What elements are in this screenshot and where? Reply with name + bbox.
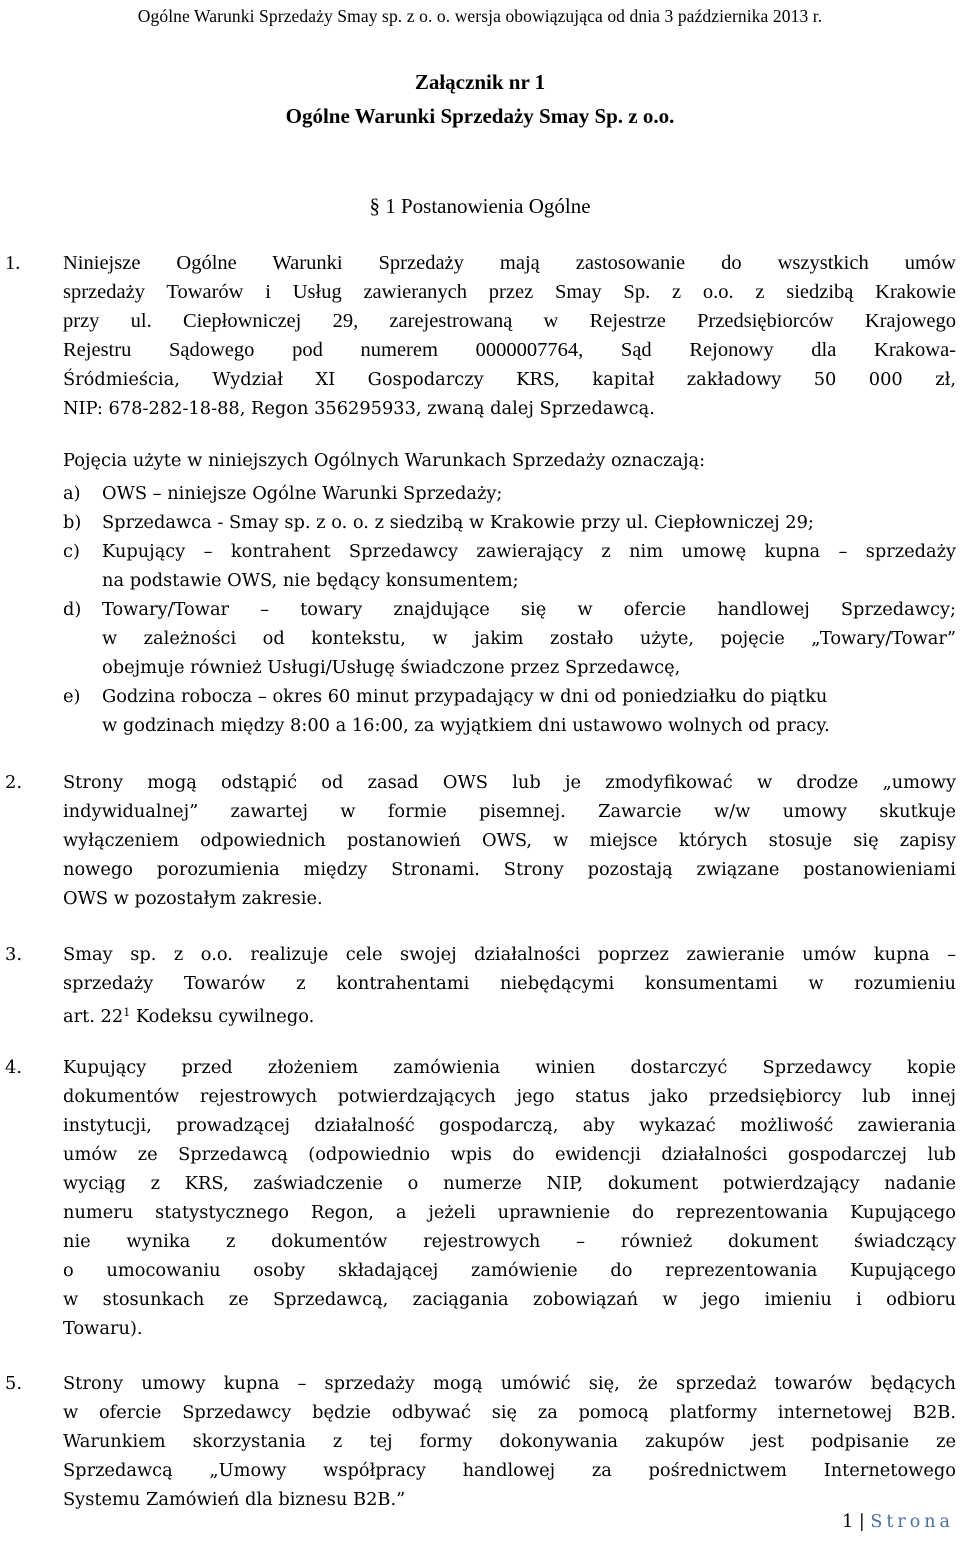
clause-line: Systemu Zamówień dla biznesu B2B.” [63,1489,406,1510]
clause-line: w ofercie Sprzedawcy będzie odbywać się za pomocą platformy internetowej B2B. [63,1402,956,1423]
running-header: Ogólne Warunki Sprzedaży Smay sp. z o. o. wersja obowiązująca od dnia 3 października 2013 r. [137,6,823,26]
clause-line: Sprzedawcą „Umowy współpracy handlowej za pośrednictwem Internetowego [63,1460,956,1481]
definition-label: a) [63,483,81,504]
document-title-line1: Załącznik nr 1 [414,70,546,94]
clause-line: Strony mogą odstąpić od zasad OWS lub je zmodyfikować w drodze „umowy [63,772,956,793]
definition-text: Godzina robocza – okres 60 minut przypadający w dni od poniedziałku do piątku [102,686,828,707]
clause-line: Smay sp. z o.o. realizuje cele swojej działalności poprzez zawieranie umów kupna – [63,944,956,965]
clause-line [63,998,956,1031]
superscript: 1 [123,1006,131,1019]
definition-text: Kupujący – kontrahent Sprzedawcy zawierający z nim umowę kupna – sprzedaży [102,541,956,562]
clause-number: 5. [5,1373,22,1394]
clause-line: Kupujący przed złożeniem zamówienia winien dostarczyć Sprzedawcy kopie [63,1057,956,1078]
clause-line: o umocowaniu osoby składającej zamówienie do reprezentowania Kupującego [63,1260,956,1281]
definition-label: c) [63,541,80,562]
clause-text: Kodeksu cywilnego. [130,1006,315,1027]
clause-body [63,940,956,1031]
clause-line: Śródmieścia, Wydział XI Gospodarczy KRS, kapitał zakładowy 50 000 zł, [63,369,956,390]
clause-text: art. 22 [63,1006,124,1027]
definition-text: obejmuje również Usługi/Usługę świadczone przez Sprzedawcę, [102,657,681,678]
clause-number: 2. [5,772,22,793]
clause-body [63,1369,956,1514]
definition-label: d) [63,599,82,620]
clause-line: przy ul. Ciepłowniczej 29, zarejestrowaną w Rejestrze Przedsiębiorców Krajowego [63,310,956,332]
clause-line: dokumentów rejestrowych potwierdzających jego status jako przedsiębiorcy lub innej [63,1086,956,1107]
clause-line: OWS w pozostałym zakresie. [63,888,323,909]
clause-body [63,768,956,913]
clause-line: Niniejsze Ogólne Warunki Sprzedaży mają zastosowanie do wszystkich umów [63,252,956,274]
clause-line: umów ze Sprzedawcą (odpowiednio wpis do ewidencji działalności gospodarczej lub [63,1144,956,1165]
clause-line: wyłączeniem odpowiednich postanowień OWS, w miejsce których stosuje się zapisy [63,830,956,851]
clause-line: instytucji, prowadzącej działalność gospodarczą, aby wykazać możliwość zawierania [63,1115,956,1136]
clause-line: nie wynika z dokumentów rejestrowych – również dokument świadczący [63,1231,956,1252]
clause-line: Rejestru Sądowego pod numerem 0000007764, Sąd Rejonowy dla Krakowa- [63,339,956,361]
definition-label: e) [63,686,81,707]
clause-line: sprzedaży Towarów i Usług zawieranych przez Smay Sp. z o.o. z siedzibą Krakowie [63,281,956,303]
definition-text: Sprzedawca - Smay sp. z o. o. z siedzibą w Krakowie przy ul. Ciepłowniczej 29; [102,512,814,533]
clause-line: Strony umowy kupna – sprzedaży mogą umówić się, że sprzedaż towarów będących [63,1373,956,1394]
footer-separator: | [858,1512,865,1532]
clause-line: Warunkiem skorzystania z tej formy dokonywania zakupów jest podpisanie ze [63,1431,956,1452]
clause-body [63,249,956,423]
clause-body [63,1053,956,1343]
clause-number: 1. [5,252,21,274]
page-number: 1 [842,1512,854,1532]
definition-text: na podstawie OWS, nie będący konsumentem; [102,570,519,591]
clause-line: numeru statystycznego Regon, a jeżeli uprawnienie do reprezentowania Kupującego [63,1202,956,1223]
clause-line: Towaru). [63,1318,143,1339]
definition-text: w zależności od kontekstu, w jakim zostało użyte, pojęcie „Towary/Towar” [102,628,956,649]
clause-line: w stosunkach ze Sprzedawcą, zaciągania zobowiązań w jego imieniu i odbioru [63,1289,956,1310]
page-footer [842,1512,954,1532]
definition-text: w godzinach między 8:00 a 16:00, za wyjątkiem dni ustawowo wolnych od pracy. [102,715,830,736]
definitions-intro: Pojęcia użyte w niniejszych Ogólnych Warunkach Sprzedaży oznaczają: [63,450,706,471]
clause-line: wyciąg z KRS, zaświadczenie o numerze NIP, dokument potwierdzający nadanie [63,1173,956,1194]
clause-line: NIP: 678-282-18-88, Regon 356295933, zwaną dalej Sprzedawcą. [63,398,655,419]
clause-line: nowego porozumienia między Stronami. Strony pozostają związane postanowieniami [63,859,956,880]
clause-number: 3. [5,944,22,965]
clause-line: sprzedaży Towarów z kontrahentami niebędącymi konsumentami w rozumieniu [63,973,956,994]
clause-line: indywidualnej” zawartej w formie pisemnej. Zawarcie w/w umowy skutkuje [63,801,956,822]
section-heading: § 1 Postanowienia Ogólne [369,194,591,218]
definition-label: b) [63,512,82,533]
document-title-line2: Ogólne Warunki Sprzedaży Smay Sp. z o.o. [285,104,675,128]
clause-number: 4. [5,1057,22,1078]
definition-text: OWS – niniejsze Ogólne Warunki Sprzedaży; [102,483,503,504]
page-label: Strona [870,1512,954,1532]
definition-text: Towary/Towar – towary znajdujące się w ofercie handlowej Sprzedawcy; [102,599,956,620]
